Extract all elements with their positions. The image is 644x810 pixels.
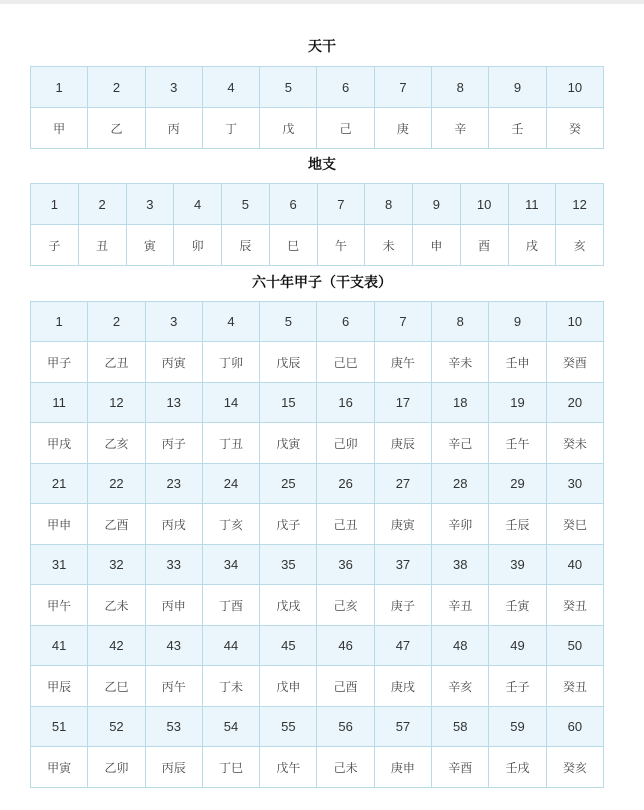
jiazi-number-cell: 27 <box>374 464 431 504</box>
dizhi-number-cell: 5 <box>222 184 270 225</box>
jiazi-name-cell: 丙戌 <box>145 504 202 545</box>
jiazi-name-cell: 庚戌 <box>374 666 431 707</box>
jiazi-number-cell: 7 <box>374 302 431 342</box>
jiazi-name-cell: 甲寅 <box>31 747 88 788</box>
dizhi-char-cell: 丑 <box>78 225 126 266</box>
jiazi-name-cell: 戊寅 <box>260 423 317 464</box>
jiazi-number-row <box>31 545 604 585</box>
jiazi-name-cell: 乙巳 <box>88 666 145 707</box>
jiazi-number-cell: 9 <box>489 302 546 342</box>
jiazi-number-cell: 16 <box>317 383 374 423</box>
jiazi-name-cell: 乙亥 <box>88 423 145 464</box>
jiazi-name-cell: 丙子 <box>145 423 202 464</box>
jiazi-name-cell: 甲午 <box>31 585 88 626</box>
dizhi-char-cell: 卯 <box>174 225 222 266</box>
jiazi-name-cell: 壬子 <box>489 666 546 707</box>
dizhi-number-cell: 11 <box>508 184 556 225</box>
jiazi-number-cell: 43 <box>145 626 202 666</box>
dizhi-char-cell: 辰 <box>222 225 270 266</box>
tiangan-number-row <box>31 67 604 108</box>
jiazi-number-cell: 28 <box>432 464 489 504</box>
tiangan-table <box>30 66 604 149</box>
tiangan-char-cell: 甲 <box>31 108 88 149</box>
tiangan-char-cell: 丙 <box>145 108 202 149</box>
dizhi-number-cell: 7 <box>317 184 365 225</box>
tiangan-number-cell: 4 <box>202 67 259 108</box>
jiazi-number-cell: 15 <box>260 383 317 423</box>
jiazi-name-cell: 戊戌 <box>260 585 317 626</box>
jiazi-name-cell: 甲子 <box>31 342 88 383</box>
jiazi-name-cell: 丁卯 <box>202 342 259 383</box>
dizhi-char-cell: 酉 <box>460 225 508 266</box>
jiazi-name-cell: 己巳 <box>317 342 374 383</box>
jiazi-name-cell: 己未 <box>317 747 374 788</box>
tiangan-char-cell: 己 <box>317 108 374 149</box>
jiazi-number-cell: 45 <box>260 626 317 666</box>
jiazi-number-cell: 35 <box>260 545 317 585</box>
jiazi-number-cell: 44 <box>202 626 259 666</box>
dizhi-char-cell: 子 <box>31 225 79 266</box>
dizhi-char-row <box>31 225 604 266</box>
tiangan-number-cell: 3 <box>145 67 202 108</box>
jiazi-number-cell: 46 <box>317 626 374 666</box>
jiazi-name-cell: 戊子 <box>260 504 317 545</box>
jiazi-name-cell: 甲辰 <box>31 666 88 707</box>
top-scroll-edge <box>0 0 644 4</box>
jiazi-name-row <box>31 585 604 626</box>
jiazi-name-cell: 壬午 <box>489 423 546 464</box>
jiazi-name-cell: 庚午 <box>374 342 431 383</box>
jiazi-number-cell: 50 <box>546 626 603 666</box>
jiazi-name-cell: 癸亥 <box>546 747 603 788</box>
jiazi-number-cell: 52 <box>88 707 145 747</box>
jiazi-name-cell: 癸未 <box>546 423 603 464</box>
dizhi-number-cell: 8 <box>365 184 413 225</box>
jiazi-name-cell: 丙寅 <box>145 342 202 383</box>
jiazi-number-cell: 6 <box>317 302 374 342</box>
dizhi-char-cell: 申 <box>413 225 461 266</box>
dizhi-char-cell: 未 <box>365 225 413 266</box>
dizhi-number-cell: 2 <box>78 184 126 225</box>
jiazi-name-cell: 辛亥 <box>432 666 489 707</box>
dizhi-number-cell: 12 <box>556 184 604 225</box>
jiazi-number-cell: 10 <box>546 302 603 342</box>
jiazi-number-cell: 56 <box>317 707 374 747</box>
dizhi-number-row <box>31 184 604 225</box>
jiazi-name-cell: 庚子 <box>374 585 431 626</box>
jiazi-number-row <box>31 464 604 504</box>
tiangan-char-cell: 戊 <box>260 108 317 149</box>
jiazi-name-cell: 己丑 <box>317 504 374 545</box>
tiangan-number-cell: 7 <box>374 67 431 108</box>
jiazi-number-cell: 1 <box>31 302 88 342</box>
jiazi-number-cell: 13 <box>145 383 202 423</box>
jiazi-number-cell: 55 <box>260 707 317 747</box>
jiazi-name-cell: 庚申 <box>374 747 431 788</box>
jiazi-name-cell: 己酉 <box>317 666 374 707</box>
jiazi-number-cell: 29 <box>489 464 546 504</box>
jiazi-name-cell: 己卯 <box>317 423 374 464</box>
jiazi-name-cell: 戊辰 <box>260 342 317 383</box>
jiazi-name-cell: 丁巳 <box>202 747 259 788</box>
jiazi-name-cell: 丁丑 <box>202 423 259 464</box>
tiangan-char-cell: 癸 <box>546 108 603 149</box>
jiazi-name-cell: 乙丑 <box>88 342 145 383</box>
jiazi-number-cell: 21 <box>31 464 88 504</box>
jiazi-number-cell: 53 <box>145 707 202 747</box>
jiazi-number-cell: 59 <box>489 707 546 747</box>
jiazi-name-cell: 甲申 <box>31 504 88 545</box>
tiangan-number-cell: 9 <box>489 67 546 108</box>
dizhi-char-cell: 巳 <box>269 225 317 266</box>
jiazi-number-cell: 48 <box>432 626 489 666</box>
dizhi-table <box>30 183 604 266</box>
jiazi-number-cell: 4 <box>202 302 259 342</box>
jiazi-number-cell: 17 <box>374 383 431 423</box>
tiangan-char-cell: 丁 <box>202 108 259 149</box>
dizhi-number-cell: 6 <box>269 184 317 225</box>
dizhi-char-cell: 寅 <box>126 225 174 266</box>
jiazi-name-cell: 辛酉 <box>432 747 489 788</box>
jiazi-number-cell: 33 <box>145 545 202 585</box>
jiazi-number-row <box>31 707 604 747</box>
dizhi-char-cell: 戌 <box>508 225 556 266</box>
dizhi-number-cell: 4 <box>174 184 222 225</box>
tiangan-title: 天干 <box>308 39 336 55</box>
jiazi-number-cell: 58 <box>432 707 489 747</box>
jiazi-name-cell: 癸丑 <box>546 666 603 707</box>
jiazi-name-cell: 壬辰 <box>489 504 546 545</box>
dizhi-char-cell: 亥 <box>556 225 604 266</box>
jiazi-name-row <box>31 666 604 707</box>
jiazi-name-cell: 辛未 <box>432 342 489 383</box>
jiazi-name-cell: 壬戌 <box>489 747 546 788</box>
jiazi-number-cell: 19 <box>489 383 546 423</box>
jiazi-name-cell: 庚寅 <box>374 504 431 545</box>
jiazi-number-cell: 57 <box>374 707 431 747</box>
jiazi-title: 六十年甲子（干支表） <box>252 275 392 291</box>
jiazi-number-cell: 11 <box>31 383 88 423</box>
jiazi-name-cell: 丙辰 <box>145 747 202 788</box>
jiazi-number-row <box>31 383 604 423</box>
dizhi-char-cell: 午 <box>317 225 365 266</box>
jiazi-name-cell: 丙午 <box>145 666 202 707</box>
jiazi-number-cell: 2 <box>88 302 145 342</box>
jiazi-number-cell: 37 <box>374 545 431 585</box>
tiangan-char-cell: 壬 <box>489 108 546 149</box>
jiazi-number-cell: 14 <box>202 383 259 423</box>
jiazi-name-cell: 乙未 <box>88 585 145 626</box>
jiazi-number-cell: 23 <box>145 464 202 504</box>
jiazi-number-cell: 8 <box>432 302 489 342</box>
jiazi-number-cell: 54 <box>202 707 259 747</box>
jiazi-number-cell: 41 <box>31 626 88 666</box>
tiangan-char-row <box>31 108 604 149</box>
dizhi-number-cell: 9 <box>413 184 461 225</box>
jiazi-table <box>30 301 604 788</box>
jiazi-number-cell: 42 <box>88 626 145 666</box>
jiazi-name-cell: 癸巳 <box>546 504 603 545</box>
dizhi-number-cell: 3 <box>126 184 174 225</box>
jiazi-name-cell: 丁未 <box>202 666 259 707</box>
jiazi-name-cell: 辛己 <box>432 423 489 464</box>
jiazi-number-cell: 18 <box>432 383 489 423</box>
jiazi-number-row <box>31 626 604 666</box>
jiazi-number-cell: 12 <box>88 383 145 423</box>
jiazi-number-cell: 31 <box>31 545 88 585</box>
jiazi-number-cell: 22 <box>88 464 145 504</box>
jiazi-name-cell: 丙申 <box>145 585 202 626</box>
jiazi-name-cell: 己亥 <box>317 585 374 626</box>
jiazi-number-cell: 32 <box>88 545 145 585</box>
jiazi-name-cell: 丁亥 <box>202 504 259 545</box>
jiazi-number-cell: 51 <box>31 707 88 747</box>
jiazi-number-cell: 20 <box>546 383 603 423</box>
jiazi-name-cell: 甲戌 <box>31 423 88 464</box>
tiangan-number-cell: 6 <box>317 67 374 108</box>
tiangan-char-cell: 辛 <box>432 108 489 149</box>
jiazi-name-cell: 辛丑 <box>432 585 489 626</box>
tiangan-char-cell: 乙 <box>88 108 145 149</box>
jiazi-number-cell: 25 <box>260 464 317 504</box>
jiazi-number-cell: 36 <box>317 545 374 585</box>
jiazi-number-row <box>31 302 604 342</box>
jiazi-number-cell: 30 <box>546 464 603 504</box>
tiangan-number-cell: 5 <box>260 67 317 108</box>
jiazi-name-cell: 庚辰 <box>374 423 431 464</box>
jiazi-name-row <box>31 342 604 383</box>
jiazi-name-cell: 戊申 <box>260 666 317 707</box>
jiazi-name-cell: 丁酉 <box>202 585 259 626</box>
jiazi-number-cell: 34 <box>202 545 259 585</box>
dizhi-number-cell: 10 <box>460 184 508 225</box>
tiangan-number-cell: 10 <box>546 67 603 108</box>
jiazi-name-cell: 戊午 <box>260 747 317 788</box>
jiazi-name-cell: 癸酉 <box>546 342 603 383</box>
jiazi-name-cell: 乙卯 <box>88 747 145 788</box>
jiazi-number-cell: 38 <box>432 545 489 585</box>
jiazi-number-cell: 3 <box>145 302 202 342</box>
jiazi-number-cell: 39 <box>489 545 546 585</box>
dizhi-title: 地支 <box>308 157 336 173</box>
jiazi-number-cell: 40 <box>546 545 603 585</box>
tiangan-char-cell: 庚 <box>374 108 431 149</box>
jiazi-name-cell: 乙酉 <box>88 504 145 545</box>
tiangan-number-cell: 2 <box>88 67 145 108</box>
jiazi-number-cell: 26 <box>317 464 374 504</box>
jiazi-number-cell: 60 <box>546 707 603 747</box>
jiazi-name-row <box>31 423 604 464</box>
jiazi-name-row <box>31 747 604 788</box>
jiazi-name-row <box>31 504 604 545</box>
jiazi-number-cell: 24 <box>202 464 259 504</box>
tiangan-number-cell: 1 <box>31 67 88 108</box>
tiangan-number-cell: 8 <box>432 67 489 108</box>
jiazi-name-cell: 癸丑 <box>546 585 603 626</box>
jiazi-number-cell: 47 <box>374 626 431 666</box>
jiazi-name-cell: 壬寅 <box>489 585 546 626</box>
jiazi-number-cell: 49 <box>489 626 546 666</box>
jiazi-number-cell: 5 <box>260 302 317 342</box>
jiazi-name-cell: 辛卯 <box>432 504 489 545</box>
dizhi-number-cell: 1 <box>31 184 79 225</box>
jiazi-name-cell: 壬申 <box>489 342 546 383</box>
